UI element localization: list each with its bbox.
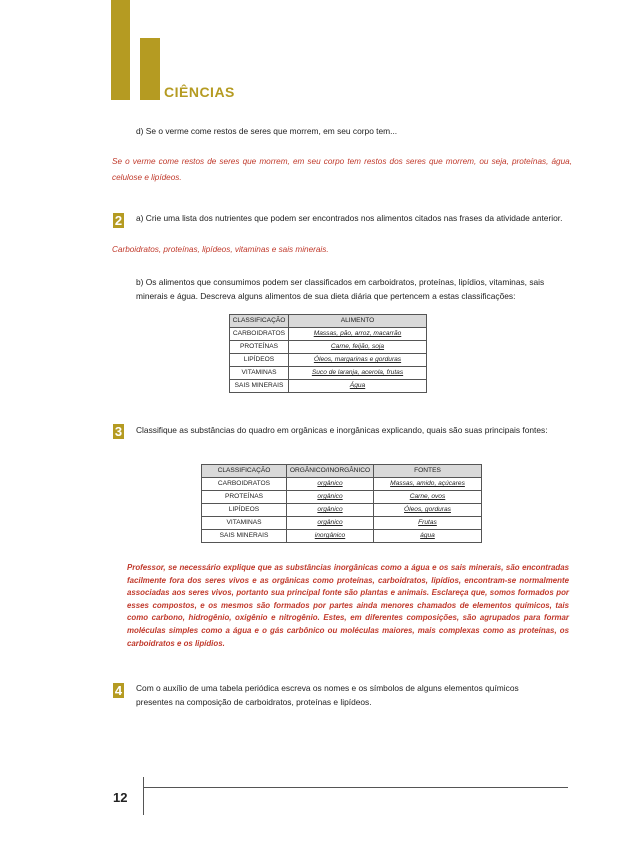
table-header-cell: FONTES — [374, 465, 482, 478]
table-row — [230, 367, 427, 380]
page-number: 12 — [113, 790, 128, 805]
table-header-row — [202, 465, 482, 478]
question-4-text: Com o auxílio de uma tabela periódica escreva os nomes e os símbolos de alguns elementos químicos presentes na composição de carboidratos, proteínas e lipídeos. — [136, 683, 519, 707]
table-cell: SAIS MINERAIS — [202, 530, 287, 543]
header-bar-short — [140, 38, 160, 100]
table-row — [202, 530, 482, 543]
question-1d-answer: Se o verme come restos de seres que morrem, em seu corpo tem restos dos seres que morrem, ou seja, proteínas, água, celulose e lipídeos. — [112, 157, 572, 182]
table-cell: Suco de laranja, acerola, frutas — [289, 367, 427, 380]
table-cell: inorgânico — [287, 530, 374, 543]
table-cell: Frutas — [374, 517, 482, 530]
footer-rule — [143, 787, 568, 788]
question-2-number: 2 — [114, 213, 123, 228]
table-cell: orgânico — [287, 478, 374, 491]
table-header-cell: CLASSIFICAÇÃO — [202, 465, 287, 478]
question-3-text: Classifique as substâncias do quadro em orgânicas e inorgânicas explicando, quais são suas principais fontes: — [136, 425, 548, 435]
table-header-cell: ALIMENTO — [289, 315, 427, 328]
table-cell: Massas, pão, arroz, macarrão — [289, 328, 427, 341]
table-cell: orgânico — [287, 504, 374, 517]
table-row — [202, 478, 482, 491]
teacher-note: Professor, se necessário explique que as substâncias inorgânicas como a água e os sais minerais, são encontradas facilmente fora dos seres vivos e as orgânicas como proteínas, carboidratos, lipídios, encontram-se normalmente associadas aos seres vivos, portanto sua principal fonte são plantas e animais. Esclareça que, somos formados por esses compostos, e os mesmos são formados por partes ainda menores chamados de elementos químicos, tais como carbono, hidrogênio, oxigênio e nitrogênio. Estes, em diferentes composições, são agrupados para formar moléculas simples como a água e o gás carbônico ou moléculas maiores, mais complexas como as proteínas, os carboidratos e os lipídios. — [127, 563, 569, 648]
table-row — [202, 517, 482, 530]
table-cell: CARBOIDRATOS — [230, 328, 289, 341]
table-row — [230, 354, 427, 367]
table-organic-inorganic — [201, 464, 482, 543]
table-cell: Óleos, gorduras — [374, 504, 482, 517]
table-row — [202, 504, 482, 517]
table-header-row — [230, 315, 427, 328]
table-cell: PROTEÍNAS — [202, 491, 287, 504]
table-header-cell: CLASSIFICAÇÃO — [230, 315, 289, 328]
table-cell: VITAMINAS — [230, 367, 289, 380]
table-cell: Massas, amido, açúcares — [374, 478, 482, 491]
table-cell: LIPÍDEOS — [230, 354, 289, 367]
table-nutrients-foods — [229, 314, 427, 393]
question-1d-text: d) Se o verme come restos de seres que morrem, em seu corpo tem... — [136, 126, 398, 136]
table-cell: orgânico — [287, 491, 374, 504]
table-cell: orgânico — [287, 517, 374, 530]
table-cell: VITAMINAS — [202, 517, 287, 530]
table-cell: PROTEÍNAS — [230, 341, 289, 354]
table-cell: água — [374, 530, 482, 543]
table-row — [230, 341, 427, 354]
question-2a-answer: Carboidratos, proteínas, lipídeos, vitaminas e sais minerais. — [112, 245, 329, 254]
header-bar-tall — [111, 0, 130, 100]
table-cell: SAIS MINERAIS — [230, 380, 289, 393]
table-row — [230, 328, 427, 341]
question-2b-text: b) Os alimentos que consumimos podem ser classificados em carboidratos, proteínas, lipídios, vitaminas, sais minerais e água. Descreva alguns alimentos de sua dieta diária que pertencem a estas classificações: — [136, 277, 545, 301]
table-header-cell: ORGÂNICO/INORGÂNICO — [287, 465, 374, 478]
footer-divider — [143, 777, 144, 815]
table-cell: Água — [289, 380, 427, 393]
table-cell: Carne, ovos — [374, 491, 482, 504]
question-2a-text: a) Crie uma lista dos nutrientes que podem ser encontrados nos alimentos citados nas frases da atividade anterior. — [136, 213, 563, 223]
table-cell: CARBOIDRATOS — [202, 478, 287, 491]
table-row — [202, 491, 482, 504]
table-cell: LIPÍDEOS — [202, 504, 287, 517]
subject-title: CIÊNCIAS — [164, 84, 235, 100]
question-3-number: 3 — [114, 424, 123, 439]
table-row — [230, 380, 427, 393]
table-cell: Carne, feijão, soja — [289, 341, 427, 354]
question-4-number: 4 — [114, 683, 123, 698]
table-cell: Óleos, margarinas e gorduras — [289, 354, 427, 367]
